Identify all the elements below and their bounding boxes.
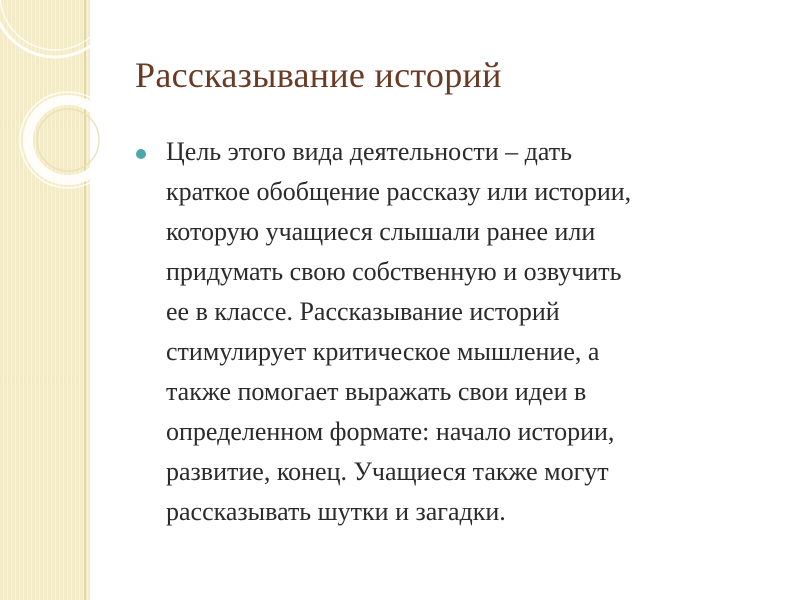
bullet-item <box>132 132 772 532</box>
bullet-text <box>166 132 631 532</box>
bullet-line: определенном формате: начало истории, <box>166 417 615 446</box>
bullet-line: которую учащиеся слышали ранее или <box>166 217 596 246</box>
bullet-line: также помогает выражать свои идеи в <box>166 377 587 406</box>
bullet-dot-icon <box>136 149 146 159</box>
bullet-line: стимулирует критическое мышление, а <box>166 337 600 366</box>
slide-content <box>132 132 772 532</box>
bullet-line: ее в классе. Рассказывание историй <box>166 297 560 326</box>
decorative-rings-icon <box>0 0 130 220</box>
bullet-line: краткое обобщение рассказу или истории, <box>166 177 632 206</box>
bullet-line: Цель этого вида деятельности – дать <box>166 137 572 166</box>
bullet-line: рассказывать шутки и загадки. <box>166 497 506 526</box>
bullet-line: развитие, конец. Учащиеся также могут <box>166 457 609 486</box>
bullet-line: придумать свою собственную и озвучить <box>166 257 622 286</box>
slide-title: Рассказывание историй <box>135 55 502 95</box>
